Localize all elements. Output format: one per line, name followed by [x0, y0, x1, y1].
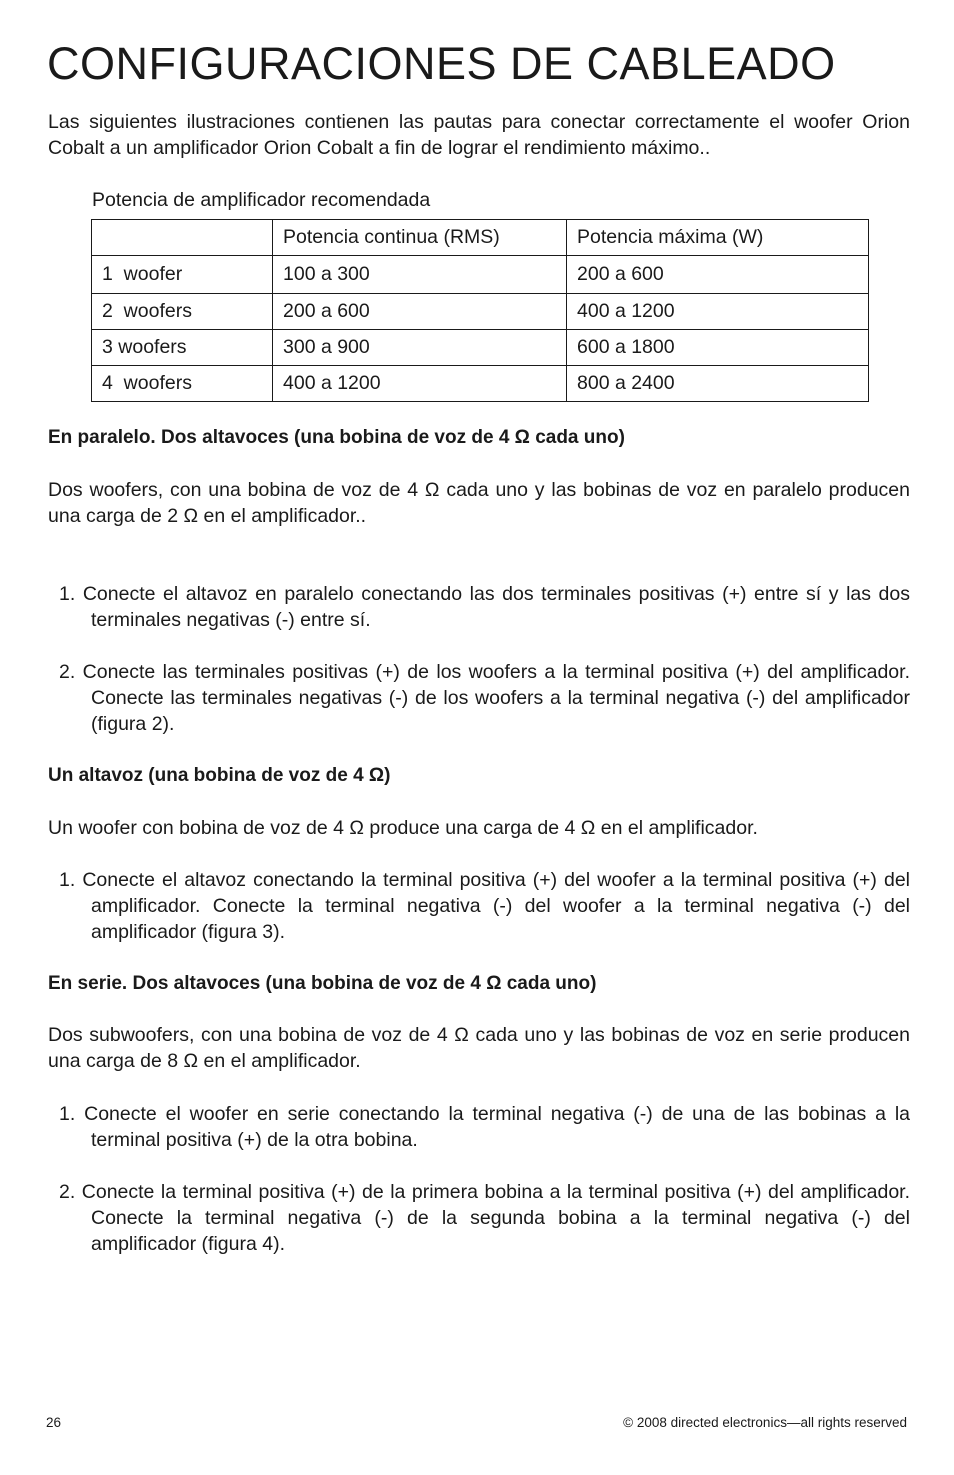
table-cell: 100 a 300: [273, 256, 567, 294]
page-title: CONFIGURACIONES DE CABLEADO: [47, 38, 836, 89]
section-heading-single: Un altavoz (una bobina de voz de 4 Ω): [48, 765, 391, 786]
table-cell: 4 woofers: [92, 366, 273, 402]
table-cell: 400 a 1200: [567, 294, 869, 330]
table-header-row: [92, 220, 869, 256]
step-item: 2. Conecte las terminales positivas (+) de los woofers a la terminal positiva (+) del amplificador. Conecte las terminales negativas (-) de los woofers a la terminal negativa (-) del amplificador (figura 2).: [59, 661, 910, 735]
table-cell: 400 a 1200: [273, 366, 567, 402]
table-caption: Potencia de amplificador recomendada: [92, 189, 431, 211]
page-number: 26: [46, 1415, 62, 1430]
copyright-notice: © 2008 directed electronics—all rights reserved: [623, 1415, 907, 1430]
table-cell: 3 woofers: [92, 330, 273, 366]
table-header-cell: Potencia máxima (W): [567, 220, 869, 256]
table-header-cell: Potencia continua (RMS): [273, 220, 567, 256]
step-item: 1. Conecte el woofer en serie conectando la terminal negativa (-) de una de las bobinas a la terminal positiva (+) de la otra bobina.: [59, 1103, 910, 1151]
section-body-single: Un woofer con bobina de voz de 4 Ω produce una carga de 4 Ω en el amplificador.: [48, 817, 758, 839]
table-row: [92, 256, 869, 294]
section-heading-parallel: En paralelo. Dos altavoces (una bobina de voz de 4 Ω cada uno): [48, 427, 625, 448]
recommended-power-table: [91, 219, 869, 402]
table-header-cell: [92, 220, 273, 256]
intro-paragraph: Las siguientes ilustraciones contienen las pautas para conectar correctamente el woofer Orion Cobalt a un amplificador Orion Cobalt a fin de lograr el rendimiento máximo..: [48, 111, 910, 159]
table-cell: 200 a 600: [567, 256, 869, 294]
table-cell: 1 woofer: [92, 256, 273, 294]
table-row: [92, 366, 869, 402]
step-item: 1. Conecte el altavoz conectando la terminal positiva (+) del woofer a la terminal positiva (+) del amplificador. Conecte la terminal negativa (-) del woofer a la terminal negativa (-) del amplificador (figura 3).: [59, 869, 910, 943]
step-item: 1. Conecte el altavoz en paralelo conectando las dos terminales positivas (+) entre sí y las dos terminales negativas (-) entre sí.: [59, 583, 910, 631]
table-cell: 300 a 900: [273, 330, 567, 366]
section-body-series: Dos subwoofers, con una bobina de voz de 4 Ω cada uno y las bobinas de voz en serie producen una carga de 8 Ω en el amplificador.: [48, 1024, 910, 1072]
step-item: 2. Conecte la terminal positiva (+) de la primera bobina a la terminal positiva (+) del amplificador. Conecte la terminal negativa (-) de la segunda bobina a la terminal negativa (-) del amplificador (figura 4).: [59, 1181, 910, 1255]
table-cell: 600 a 1800: [567, 330, 869, 366]
section-heading-series: En serie. Dos altavoces (una bobina de voz de 4 Ω cada uno): [48, 973, 597, 994]
table-cell: 200 a 600: [273, 294, 567, 330]
table-cell: 2 woofers: [92, 294, 273, 330]
table-row: [92, 330, 869, 366]
section-body-parallel: Dos woofers, con una bobina de voz de 4 Ω cada uno y las bobinas de voz en paralelo producen una carga de 2 Ω en el amplificador..: [48, 479, 910, 527]
table-row: [92, 294, 869, 330]
table-cell: 800 a 2400: [567, 366, 869, 402]
